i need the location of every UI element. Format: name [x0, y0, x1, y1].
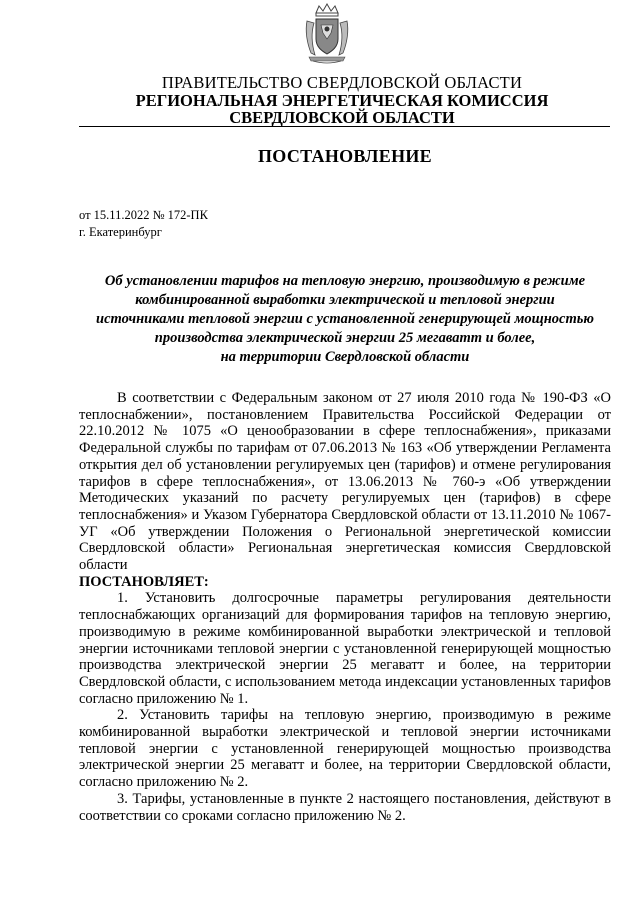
resolution-item: 3. Тарифы, установленные в пункте 2 настоящего постановления, действуют в соответствии со сроками согласно приложению № 2.	[79, 790, 611, 824]
coat-of-arms-icon	[303, 3, 351, 65]
resolution-item: 2. Установить тарифы на тепловую энергию, производимую в режиме комбинированной выработки электрической и тепловой энергии источниками тепловой энергии с установленной генерирующей мощностью производства электрической энергии 25 мегаватт и более, на территории Свердловской области, согласно приложению № 2.	[79, 707, 611, 791]
document-body	[79, 390, 611, 824]
subject-line: Об установлении тарифов на тепловую энергию, производимую в режиме	[104, 273, 586, 289]
document-type-title: ПОСТАНОВЛЕНИЕ	[258, 146, 432, 166]
subject-line: производства электрической энергии 25 мегаватт и более,	[154, 330, 536, 346]
header-divider	[79, 126, 610, 127]
preamble-paragraph: В соответствии с Федеральным законом от 27 июля 2010 года № 190-ФЗ «О теплоснабжении», постановлением Правительства Российской Федерации от 22.10.2012 № 1075 «О ценообразовании в сфере теплоснабжения», приказами Федеральной службы по тарифам от 07.06.2013 № 163 «Об утверждении Регламента открытия дел об установлении регулируемых цен (тарифов) и отмене регулирования тарифов в сфере теплоснабжения», от 13.06.2013 № 760-э «Об утверждении Методических указаний по расчету регулируемых цен (тарифов) в сфере теплоснабжения» и Указом Губернатора Свердловской области от 13.11.2010 № 1067-УГ «Об утверждении Положения о Региональной энергетической комиссии Свердловской области» Региональная энергетическая комиссия Свердловской области	[79, 390, 611, 574]
subject-line: комбинированной выработки электрической и тепловой энергии	[135, 292, 555, 308]
resolution-item: 1. Установить долгосрочные параметры регулирования деятельности теплоснабжающих организаций для формирования тарифов на тепловую энергию, производимую в режиме комбинированной выработки электрической и тепловой энергии источниками тепловой энергии с установленной генерирующей мощностью производства электрической энергии 25 мегаватт и более, на территории Свердловской области, с использованием метода индексации установленных тарифов согласно приложению № 1.	[79, 590, 611, 707]
org-name-region: СВЕРДЛОВСКОЙ ОБЛАСТИ	[229, 108, 455, 127]
subject-line: на территории Свердловской области	[220, 349, 470, 365]
org-name-government: ПРАВИТЕЛЬСТВО СВЕРДЛОВСКОЙ ОБЛАСТИ	[161, 73, 523, 92]
document-subject	[79, 272, 611, 367]
subject-line: источниками тепловой энергии с установленной генерирующей мощностью	[96, 311, 594, 327]
resolves-heading: ПОСТАНОВЛЯЕТ:	[79, 573, 209, 590]
document-date-number: от 15.11.2022 № 172-ПК	[79, 208, 208, 222]
document-city: г. Екатеринбург	[79, 225, 162, 239]
org-name-commission: РЕГИОНАЛЬНАЯ ЭНЕРГЕТИЧЕСКАЯ КОМИССИЯ	[135, 91, 549, 110]
